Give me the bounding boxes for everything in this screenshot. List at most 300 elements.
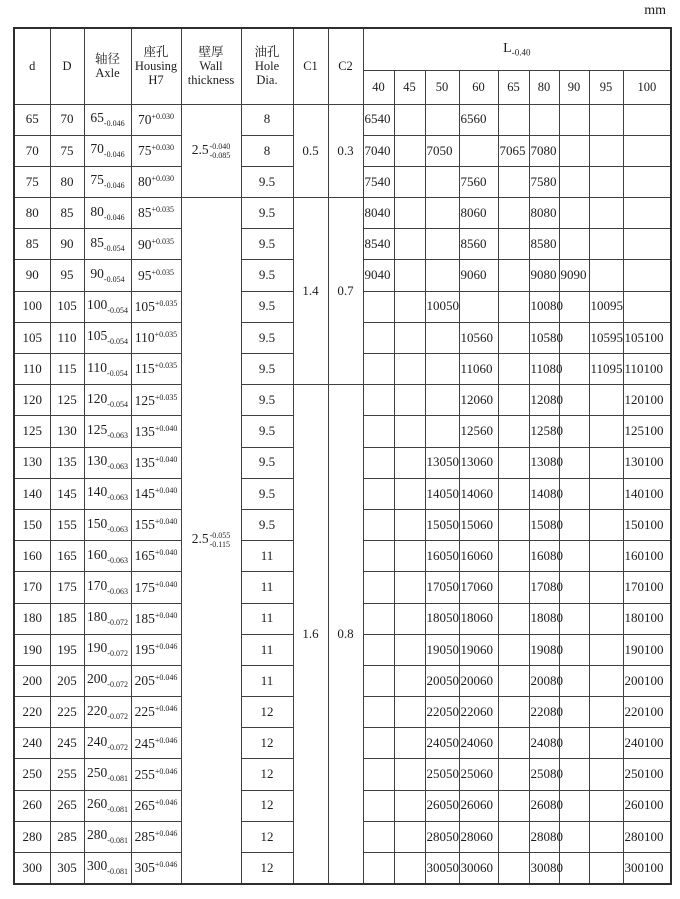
cell-L-90 (559, 354, 589, 385)
cell-L-65 (498, 229, 529, 260)
axle-value: 250 (87, 765, 108, 781)
cell-oil-hole: 9.5 (241, 478, 293, 509)
housing-value: 75 (137, 143, 152, 158)
cell-L-80: 18080 (529, 603, 559, 634)
cell-D: 125 (50, 385, 84, 416)
axle-value: 100 (87, 297, 108, 313)
housing-value: 245 (134, 735, 155, 751)
cell-housing (131, 354, 181, 385)
cell-oil-hole: 11 (241, 603, 293, 634)
cell-L-60 (459, 291, 498, 322)
cell-oil-hole: 9.5 (241, 509, 293, 540)
cell-L-40 (363, 447, 394, 478)
cell-L-90 (559, 634, 589, 665)
cell-axle (84, 853, 131, 884)
axle-value: 130 (87, 453, 108, 469)
cell-D: 115 (50, 354, 84, 385)
cell-housing (131, 821, 181, 852)
cell-housing (131, 322, 181, 353)
cell-L-100: 190100 (623, 634, 671, 665)
cell-L-40: 8540 (363, 229, 394, 260)
cell-L-80: 28080 (529, 821, 559, 852)
cell-L-50: 18050 (425, 603, 459, 634)
col-header-d: d (14, 28, 50, 104)
cell-L-40 (363, 697, 394, 728)
cell-d: 260 (14, 790, 50, 821)
cell-oil-hole: 9.5 (241, 447, 293, 478)
cell-housing (131, 790, 181, 821)
col-header-housing (131, 28, 181, 104)
housing-tolerance: +0.035 (151, 267, 174, 277)
axle-tolerance: -0.072 (107, 742, 128, 752)
housing-tolerance: +0.040 (154, 548, 178, 558)
axle-tolerance: -0.054 (107, 337, 128, 347)
cell-L-40 (363, 416, 394, 447)
axle-value: 65 (90, 110, 104, 126)
cell-L-95 (589, 665, 623, 696)
axle-value: 80 (90, 203, 104, 219)
cell-L-65 (498, 541, 529, 572)
cell-L-80: 16080 (529, 541, 559, 572)
cell-L-40 (363, 509, 394, 540)
cell-L-100: 160100 (623, 541, 671, 572)
cell-L-40 (363, 541, 394, 572)
axle-tolerance: -0.063 (107, 430, 128, 440)
cell-housing (131, 509, 181, 540)
cell-L-45 (394, 198, 425, 229)
cell-L-65 (498, 728, 529, 759)
cell-d: 90 (14, 260, 50, 291)
cell-housing (131, 853, 181, 884)
cell-L-90 (559, 104, 589, 135)
cell-L-100: 150100 (623, 509, 671, 540)
housing-value: 265 (134, 797, 155, 813)
housing-tolerance: +0.040 (154, 579, 178, 589)
cell-L-60: 19060 (459, 634, 498, 665)
cell-L-45 (394, 135, 425, 166)
cell-oil-hole: 8 (241, 104, 293, 135)
cell-L-90 (559, 665, 589, 696)
cell-L-60: 14060 (459, 478, 498, 509)
cell-L-40 (363, 634, 394, 665)
cell-L-65 (498, 821, 529, 852)
cell-housing (131, 603, 181, 634)
cell-L-45 (394, 821, 425, 852)
cell-L-90: 9090 (559, 260, 589, 291)
cell-oil-hole: 11 (241, 572, 293, 603)
unit-label: mm (644, 3, 666, 18)
cell-oil-hole: 9.5 (241, 291, 293, 322)
housing-tolerance: +0.040 (154, 454, 178, 464)
cell-L-95 (589, 603, 623, 634)
cell-L-95 (589, 541, 623, 572)
cell-L-50: 13050 (425, 447, 459, 478)
cell-L-80: 10580 (529, 322, 559, 353)
cell-L-100: 170100 (623, 572, 671, 603)
cell-L-45 (394, 291, 425, 322)
col-header-oil-hole (241, 28, 293, 104)
cell-housing (131, 166, 181, 197)
housing-tolerance: +0.030 (151, 174, 174, 184)
cell-D: 265 (50, 790, 84, 821)
cell-L-40 (363, 385, 394, 416)
cell-d: 65 (14, 104, 50, 135)
cell-oil-hole: 12 (241, 728, 293, 759)
cell-L-80: 15080 (529, 509, 559, 540)
cell-L-100 (623, 135, 671, 166)
cell-housing (131, 229, 181, 260)
L-subcolumn-40: 40 (363, 70, 394, 104)
cell-D: 130 (50, 416, 84, 447)
axle-value: 280 (87, 827, 108, 843)
cell-d: 280 (14, 821, 50, 852)
cell-L-100 (623, 260, 671, 291)
housing-value: 205 (134, 673, 155, 689)
cell-oil-hole: 9.5 (241, 322, 293, 353)
cell-D: 80 (50, 166, 84, 197)
cell-L-95 (589, 697, 623, 728)
cell-housing (131, 260, 181, 291)
dimension-table (13, 27, 672, 885)
housing-value: 90 (137, 236, 152, 252)
cell-D: 155 (50, 509, 84, 540)
cell-housing (131, 385, 181, 416)
cell-d: 300 (14, 853, 50, 884)
cell-axle (84, 821, 131, 852)
cell-L-60: 28060 (459, 821, 498, 852)
cell-L-50: 15050 (425, 509, 459, 540)
cell-L-95: 10095 (589, 291, 623, 322)
cell-axle (84, 260, 131, 291)
axle-value: 300 (87, 858, 108, 874)
cell-L-45 (394, 322, 425, 353)
cell-L-65 (498, 447, 529, 478)
cell-L-50: 24050 (425, 728, 459, 759)
cell-L-65 (498, 634, 529, 665)
housing-tolerance: +0.035 (151, 205, 174, 215)
cell-D: 95 (50, 260, 84, 291)
cell-wall-thickness (181, 198, 241, 884)
housing-value: 145 (134, 486, 155, 502)
cell-L-65 (498, 385, 529, 416)
cell-L-45 (394, 603, 425, 634)
cell-c2: 0.3 (328, 104, 363, 198)
cell-L-90 (559, 821, 589, 852)
cell-L-60: 24060 (459, 728, 498, 759)
L-subcolumn-95: 95 (589, 70, 623, 104)
cell-L-50 (425, 416, 459, 447)
cell-housing (131, 697, 181, 728)
housing-value: 155 (134, 517, 155, 533)
cell-L-80: 10080 (529, 291, 559, 322)
cell-L-50 (425, 260, 459, 291)
cell-L-80: 26080 (529, 790, 559, 821)
cell-L-40 (363, 853, 394, 884)
wall-tolerance-lower: -0.115 (209, 540, 230, 550)
cell-L-50: 25050 (425, 759, 459, 790)
cell-L-45 (394, 572, 425, 603)
cell-d: 180 (14, 603, 50, 634)
axle-value: 85 (90, 234, 104, 250)
cell-L-45 (394, 260, 425, 291)
cell-L-45 (394, 104, 425, 135)
cell-L-90 (559, 229, 589, 260)
col-header-c2: C2 (328, 28, 363, 104)
housing-value: 125 (134, 392, 155, 408)
housing-value: 95 (137, 267, 152, 283)
wall-header-en1: Wall (199, 59, 223, 74)
axle-tolerance: -0.054 (103, 275, 125, 285)
cell-L-40 (363, 665, 394, 696)
cell-L-90 (559, 572, 589, 603)
axle-tolerance: -0.063 (107, 586, 128, 596)
cell-oil-hole: 9.5 (241, 166, 293, 197)
hole-header-zh: 油孔 (254, 45, 280, 60)
cell-c2: 0.8 (328, 385, 363, 884)
cell-L-50 (425, 104, 459, 135)
housing-value: 285 (134, 829, 155, 845)
cell-D: 305 (50, 853, 84, 884)
cell-c2: 0.7 (328, 198, 363, 385)
cell-L-90 (559, 416, 589, 447)
cell-L-50: 20050 (425, 665, 459, 696)
cell-housing (131, 447, 181, 478)
cell-D: 90 (50, 229, 84, 260)
cell-L-100: 120100 (623, 385, 671, 416)
axle-value: 170 (87, 577, 108, 593)
housing-value: 85 (137, 205, 152, 221)
cell-axle (84, 229, 131, 260)
cell-D: 70 (50, 104, 84, 135)
cell-L-90 (559, 728, 589, 759)
cell-L-100: 220100 (623, 697, 671, 728)
cell-axle (84, 135, 131, 166)
cell-axle (84, 416, 131, 447)
cell-L-95 (589, 853, 623, 884)
cell-d: 130 (14, 447, 50, 478)
axle-tolerance: -0.081 (107, 805, 128, 815)
cell-c1: 1.6 (293, 385, 328, 884)
axle-tolerance: -0.054 (107, 368, 128, 378)
cell-L-80: 8580 (529, 229, 559, 260)
cell-oil-hole: 12 (241, 697, 293, 728)
cell-L-90 (559, 166, 589, 197)
cell-L-45 (394, 759, 425, 790)
cell-L-80: 7080 (529, 135, 559, 166)
cell-L-50: 22050 (425, 697, 459, 728)
cell-L-95 (589, 166, 623, 197)
cell-axle (84, 634, 131, 665)
cell-L-45 (394, 853, 425, 884)
cell-L-90 (559, 697, 589, 728)
cell-L-80: 8080 (529, 198, 559, 229)
cell-L-50 (425, 198, 459, 229)
cell-L-80: 11080 (529, 354, 559, 385)
housing-header-zh: 座孔 (143, 45, 169, 60)
hole-header-en2: Dia. (256, 73, 278, 88)
cell-axle (84, 790, 131, 821)
housing-tolerance: +0.040 (154, 610, 178, 620)
cell-d: 140 (14, 478, 50, 509)
cell-L-60: 18060 (459, 603, 498, 634)
L-subcolumn-45: 45 (394, 70, 425, 104)
cell-oil-hole: 9.5 (241, 198, 293, 229)
cell-D: 245 (50, 728, 84, 759)
cell-L-50: 7050 (425, 135, 459, 166)
axle-value: 260 (87, 796, 108, 812)
cell-L-100 (623, 198, 671, 229)
cell-housing (131, 135, 181, 166)
cell-L-50: 28050 (425, 821, 459, 852)
cell-L-80: 24080 (529, 728, 559, 759)
cell-oil-hole: 9.5 (241, 385, 293, 416)
cell-L-80: 17080 (529, 572, 559, 603)
axle-tolerance: -0.046 (103, 212, 125, 222)
col-header-axle (84, 28, 131, 104)
housing-tolerance: +0.040 (154, 423, 178, 433)
cell-L-95 (589, 447, 623, 478)
cell-L-100 (623, 229, 671, 260)
cell-oil-hole: 9.5 (241, 354, 293, 385)
cell-L-45 (394, 385, 425, 416)
cell-L-65 (498, 166, 529, 197)
housing-value: 305 (134, 860, 155, 876)
axle-tolerance: -0.081 (107, 836, 128, 846)
cell-oil-hole: 11 (241, 665, 293, 696)
cell-axle (84, 322, 131, 353)
cell-L-60: 20060 (459, 665, 498, 696)
cell-L-60: 12060 (459, 385, 498, 416)
cell-L-65 (498, 759, 529, 790)
L-subcolumn-80: 80 (529, 70, 559, 104)
cell-L-60: 26060 (459, 790, 498, 821)
cell-L-95 (589, 572, 623, 603)
cell-L-100: 240100 (623, 728, 671, 759)
cell-L-90 (559, 759, 589, 790)
cell-L-50: 30050 (425, 853, 459, 884)
cell-d: 125 (14, 416, 50, 447)
housing-tolerance: +0.030 (151, 111, 174, 121)
cell-L-65 (498, 322, 529, 353)
cell-axle (84, 572, 131, 603)
cell-housing (131, 665, 181, 696)
cell-L-100: 200100 (623, 665, 671, 696)
cell-L-45 (394, 229, 425, 260)
cell-L-65: 7065 (498, 135, 529, 166)
cell-axle (84, 166, 131, 197)
housing-value: 80 (137, 174, 152, 190)
cell-L-95 (589, 790, 623, 821)
cell-D: 285 (50, 821, 84, 852)
cell-L-100: 250100 (623, 759, 671, 790)
cell-L-50 (425, 322, 459, 353)
axle-value: 120 (87, 390, 108, 406)
axle-tolerance: -0.081 (107, 867, 128, 877)
housing-tolerance: +0.035 (154, 330, 178, 340)
L-base: L (503, 40, 512, 56)
cell-L-95 (589, 385, 623, 416)
cell-L-80: 14080 (529, 478, 559, 509)
cell-axle (84, 541, 131, 572)
cell-L-45 (394, 166, 425, 197)
cell-housing (131, 572, 181, 603)
axle-header-zh: 轴径 (94, 52, 120, 67)
cell-d: 80 (14, 198, 50, 229)
cell-L-95 (589, 509, 623, 540)
cell-L-100: 260100 (623, 790, 671, 821)
cell-housing (131, 478, 181, 509)
cell-L-40 (363, 322, 394, 353)
cell-L-90 (559, 478, 589, 509)
cell-d: 105 (14, 322, 50, 353)
housing-value: 70 (137, 111, 152, 127)
header-row-1 (14, 28, 671, 70)
housing-value: 165 (134, 548, 155, 564)
cell-L-60: 9060 (459, 260, 498, 291)
axle-header-en: Axle (95, 66, 120, 81)
cell-oil-hole: 12 (241, 790, 293, 821)
cell-d: 70 (14, 135, 50, 166)
housing-header-h7: H7 (148, 73, 164, 88)
cell-d: 200 (14, 665, 50, 696)
cell-L-100: 300100 (623, 853, 671, 884)
cell-axle (84, 728, 131, 759)
housing-tolerance: +0.035 (154, 361, 178, 371)
housing-tolerance: +0.046 (154, 735, 178, 745)
wall-value: 2.5 (191, 531, 209, 547)
housing-tolerance: +0.035 (154, 392, 178, 402)
cell-L-60: 7560 (459, 166, 498, 197)
cell-L-100: 125100 (623, 416, 671, 447)
cell-L-40: 6540 (363, 104, 394, 135)
axle-value: 110 (87, 359, 108, 375)
cell-L-65 (498, 260, 529, 291)
L-subcolumn-50: 50 (425, 70, 459, 104)
cell-housing (131, 416, 181, 447)
cell-L-65 (498, 853, 529, 884)
cell-axle (84, 603, 131, 634)
cell-L-45 (394, 634, 425, 665)
cell-axle (84, 478, 131, 509)
wall-header-zh: 壁厚 (198, 45, 224, 60)
cell-axle (84, 104, 131, 135)
cell-D: 135 (50, 447, 84, 478)
housing-tolerance: +0.040 (154, 517, 178, 527)
cell-L-50: 10050 (425, 291, 459, 322)
cell-L-100 (623, 291, 671, 322)
axle-tolerance: -0.054 (103, 243, 125, 253)
cell-axle (84, 509, 131, 540)
cell-D: 165 (50, 541, 84, 572)
cell-d: 160 (14, 541, 50, 572)
cell-axle (84, 665, 131, 696)
cell-L-40 (363, 478, 394, 509)
cell-oil-hole: 9.5 (241, 260, 293, 291)
cell-d: 240 (14, 728, 50, 759)
cell-L-45 (394, 354, 425, 385)
housing-value: 115 (134, 361, 155, 377)
cell-d: 75 (14, 166, 50, 197)
axle-tolerance: -0.046 (103, 181, 125, 191)
housing-value: 185 (134, 610, 155, 626)
cell-L-60: 11060 (459, 354, 498, 385)
cell-L-40 (363, 821, 394, 852)
cell-housing (131, 104, 181, 135)
cell-d: 170 (14, 572, 50, 603)
cell-L-60: 17060 (459, 572, 498, 603)
cell-L-100: 280100 (623, 821, 671, 852)
cell-L-80: 12580 (529, 416, 559, 447)
